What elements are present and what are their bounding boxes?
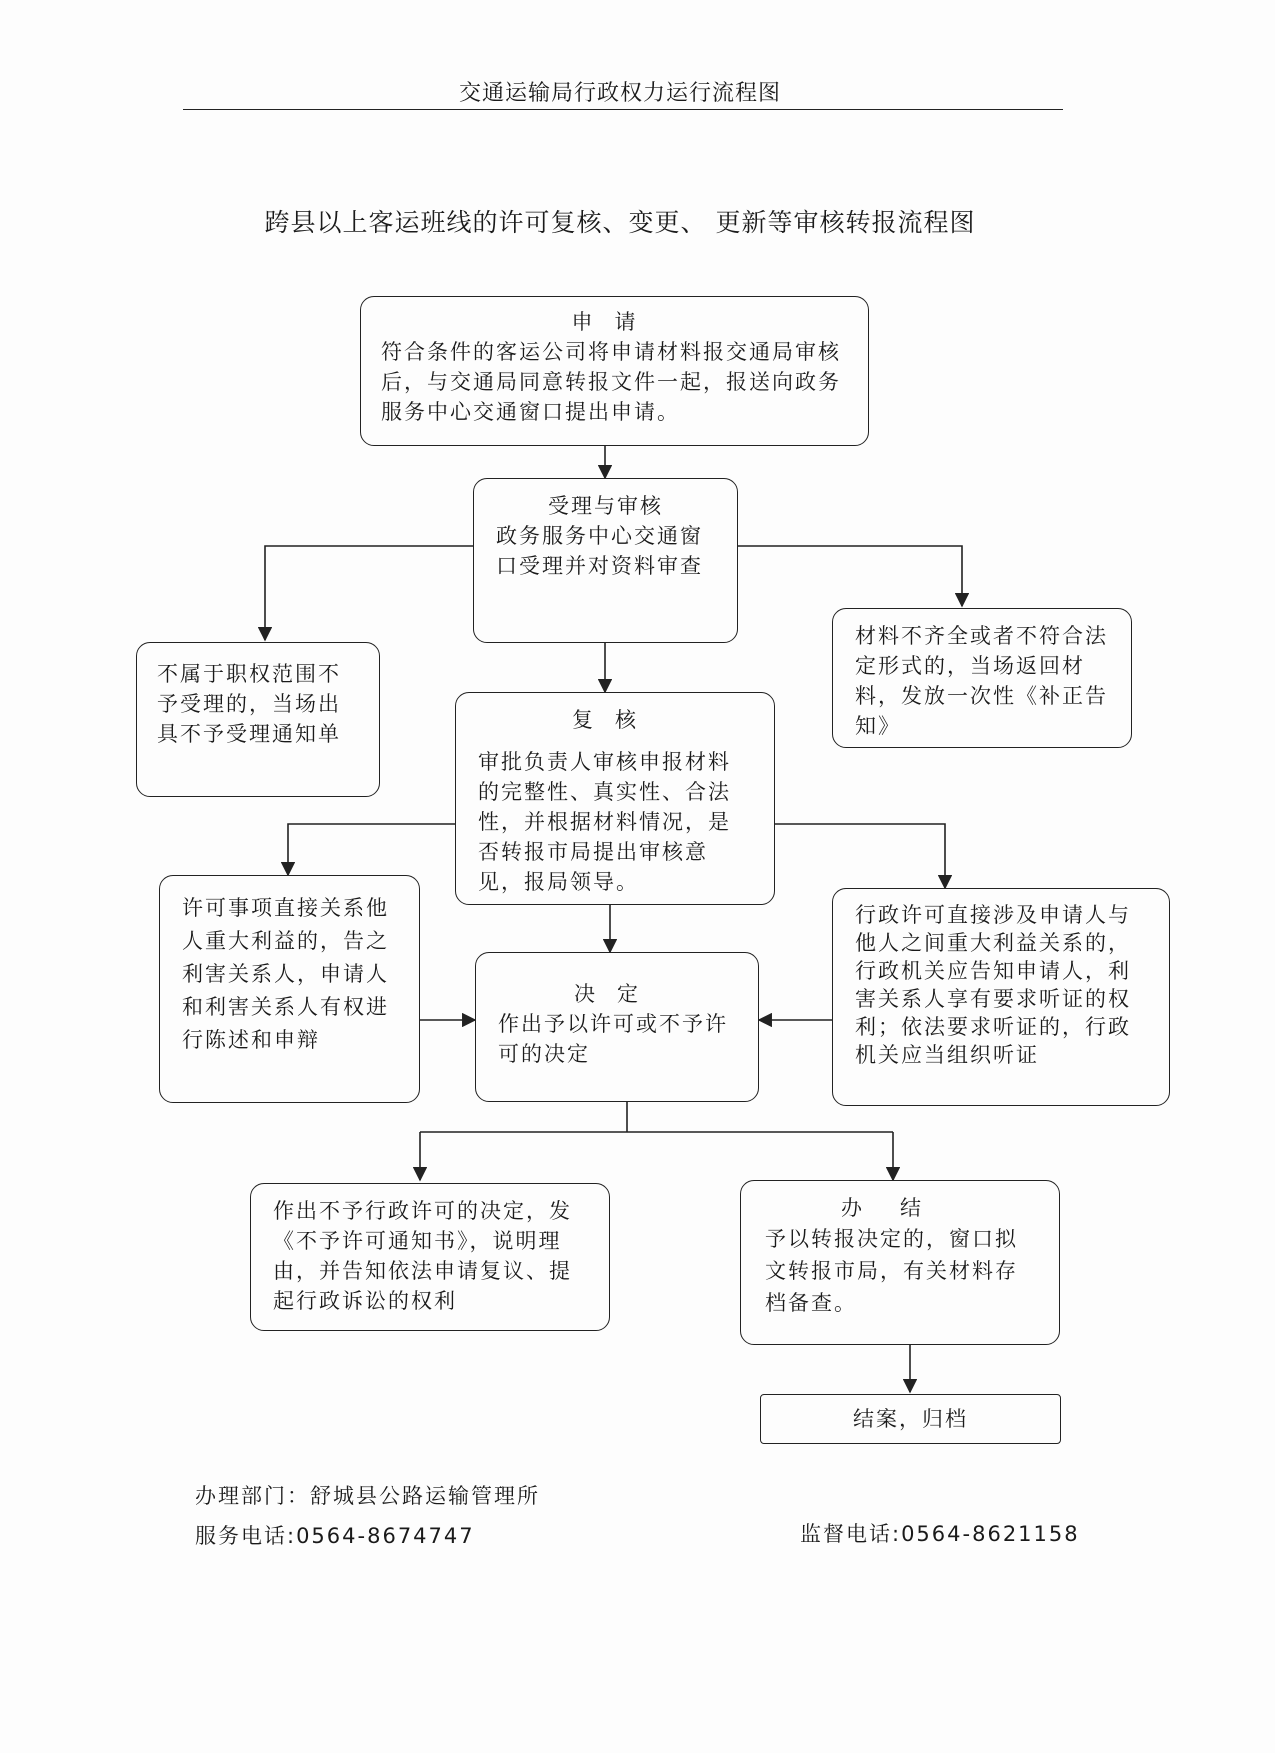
notify-interest-node: [159, 875, 420, 1103]
decision-node: [475, 952, 759, 1102]
not-in-scope-text: 不属于职权范围不予受理的，当场出具不予受理通知单: [157, 662, 341, 746]
accept-text: 政务服务中心交通窗口受理并对资料审查: [496, 524, 703, 578]
connector-review-hearing: [775, 824, 945, 888]
deny-text: 作出不予行政许可的决定，发《不予许可通知书》，说明理由，并告知依法申请复议、提起行政诉讼的权利: [273, 1199, 572, 1313]
notify-interest-text: 许可事项直接关系他人重大利益的，告之利害关系人，申请人和利害关系人有权进行陈述和申辩: [182, 896, 389, 1052]
page-title: 跨县以上客运班线的许可复核、变更、 更新等审核转报流程图: [264, 208, 976, 237]
decision-heading: 决定: [574, 982, 660, 1006]
complete-heading: 办结: [841, 1196, 959, 1220]
header-title: 交通运输局行政权力运行流程图: [458, 81, 781, 106]
footer-service-phone: 服务电话:0564-8674747: [195, 1524, 475, 1548]
review-text: 审批负责人审核申报材料的完整性、真实性、合法性，并根据材料情况，是否转报市局提出审核意见，报局领导。: [478, 750, 731, 894]
decision-text: 作出予以许可或不予许可的决定: [498, 1012, 728, 1066]
archive-text: 结案，归档: [853, 1407, 968, 1431]
archive-node: [760, 1394, 1061, 1444]
connector-accept-not-in-scope: [265, 546, 473, 640]
deny-node: [250, 1183, 610, 1331]
accept-heading: 受理与审核: [548, 494, 663, 518]
accept-node: [473, 478, 738, 643]
connector-accept-incomplete: [738, 546, 962, 606]
incomplete-node: [832, 608, 1132, 748]
connector-review-notify: [288, 824, 455, 875]
not-in-scope-node: [136, 642, 380, 797]
apply-heading: 申请: [571, 310, 658, 334]
apply-text: 符合条件的客运公司将申请材料报交通局审核后，与交通局同意转报文件一起，报送向政务服务中心交通窗口提出申请。: [381, 340, 841, 424]
footer-department: 办理部门：舒城县公路运输管理所: [195, 1484, 540, 1508]
hearing-node: [832, 888, 1170, 1106]
complete-text: 予以转报决定的，窗口拟文转报市局，有关材料存档备查。: [765, 1227, 1018, 1315]
review-node: [455, 692, 775, 905]
review-heading: 复核: [572, 708, 658, 732]
footer-supervise-phone: 监督电话:0564-8621158: [800, 1522, 1080, 1546]
hearing-text: 行政许可直接涉及申请人与他人之间重大利益关系的，行政机关应告知申请人，利害关系人享有要求听证的权利；依法要求听证的，行政机关应当组织听证: [855, 903, 1131, 1067]
incomplete-text: 材料不齐全或者不符合法定形式的，当场返回材料，发放一次性《补正告知》: [855, 624, 1108, 738]
apply-node: [360, 296, 869, 446]
complete-node: [740, 1180, 1060, 1345]
